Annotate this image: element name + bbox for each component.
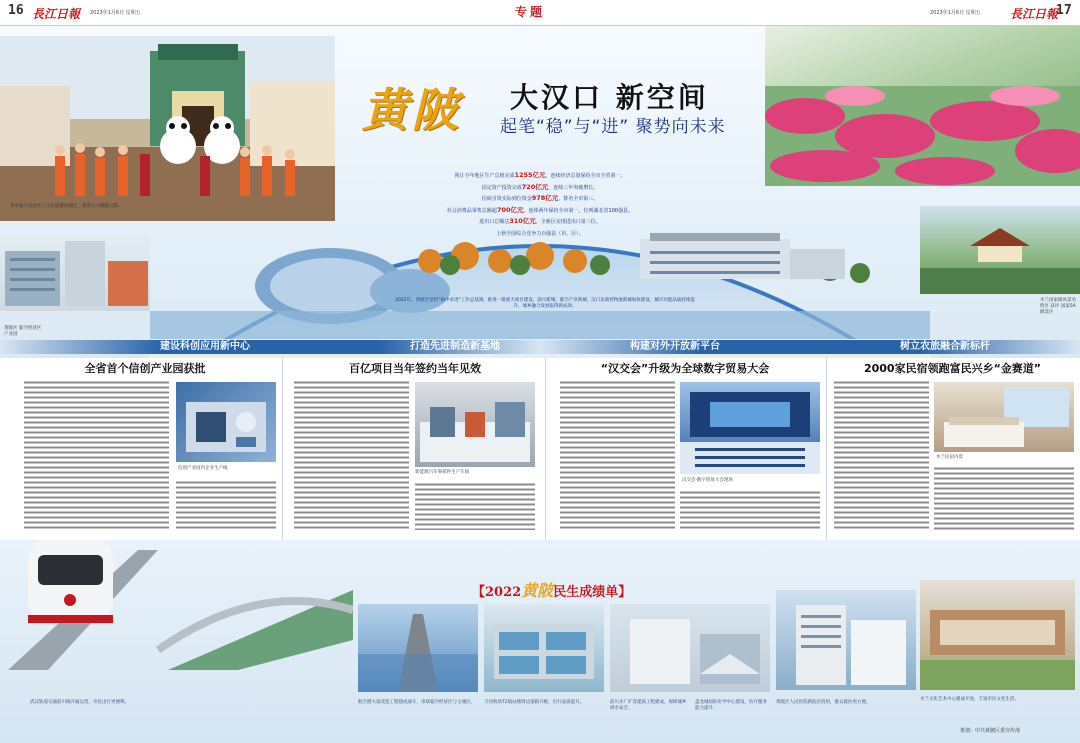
left-date: 2023年1月6日 星期五: [90, 10, 141, 16]
article-body-4b: [934, 466, 1074, 530]
bottom-caption-5: 盘龙城国际医学中心建设，医疗服务能力提升。: [695, 700, 767, 711]
medical-center-illustration: [776, 590, 916, 690]
sub-headline: 起笔“稳”与“进” 聚势向未来: [500, 117, 726, 137]
bottom-caption-2: 航空港大道改造工程建成通车，串联临空经济区与主城区。: [358, 700, 475, 705]
section-label-4: 树立农旅融合新标杆: [900, 341, 990, 352]
caption-lab: 信创产业园内企业生产线: [178, 466, 228, 471]
article-title-1: 全省首个信创产业园获批: [84, 362, 206, 375]
column-divider: [282, 358, 283, 540]
water-plant-photo: [484, 604, 604, 692]
stat-line: 预计全年地区生产总值完成1255亿元，连续经济总量保持全市全省第一。: [454, 171, 626, 179]
metro-photo: [8, 530, 353, 670]
hotel-illustration: [934, 382, 1074, 452]
caption-arch: 2022年，黄陂区坚持“稳中求进”工作总基调，推进一批重大项目建设，前川新城、临空产业新城、汉口北商贸物流新城加快建设，城市功能品质持续提升，城乡融合发展取得新成效。: [395, 298, 695, 309]
caption-mid-right: 木兰国家级风景名胜区 获评 国家5A级景区: [1040, 298, 1076, 315]
metro-illustration: [8, 530, 353, 670]
masthead: [0, 0, 1080, 26]
right-logo: 長江日報: [1010, 7, 1059, 21]
hotel-photo: [934, 382, 1074, 452]
article-body-4: [834, 380, 929, 530]
hospital-photo: [610, 604, 770, 692]
road-illustration: [358, 604, 478, 692]
water-plant-illustration: [484, 604, 604, 692]
medical-center-photo: [776, 590, 916, 690]
livelihood-banner: 【2022黄陂民生成绩单】: [472, 581, 632, 600]
article-body-3: [560, 380, 675, 530]
caption-expo: 汉交会·数字贸易大会现场: [682, 478, 733, 483]
stat-line: 固定资产投资完成720亿元，连续三年突破增长。: [481, 182, 599, 191]
expo-illustration: [680, 382, 820, 474]
stat-line: 招商引资实际到位资金978亿元，排名全市第三。: [481, 194, 599, 202]
main-headline: 大汉口 新空间: [510, 81, 709, 114]
culture-center-illustration: [920, 580, 1075, 690]
section-label-1: 建设科创应用新中心: [160, 341, 250, 352]
section-label-3: 构建对外开放新平台: [630, 341, 720, 352]
article-body-1b: [176, 480, 276, 530]
caption-top-left: 华中最大乐园木兰文化旅游度假区，游客与大熊猫合影。: [10, 204, 123, 209]
stat-line: 进出口总额达310亿元，全新区实现进出口第三位。: [479, 217, 601, 225]
bottom-caption-6: 黄陂区人民医院新院区投用，群众就医更方便。: [776, 700, 871, 705]
hospital-illustration: [610, 604, 770, 692]
article-body-2: [294, 380, 409, 530]
brand-title: 黄陂: [362, 83, 462, 137]
lab-illustration: [176, 382, 276, 462]
lab-photo: [176, 382, 276, 462]
article-body-2b: [415, 482, 535, 530]
article-body-1: [24, 380, 169, 530]
caption-plant: 新能源汽车零部件生产车间: [415, 470, 469, 475]
section-topic: 专题: [515, 5, 546, 19]
factory-photo: [415, 382, 535, 467]
credit-line: 策划：中共黄陂区委宣传部: [960, 728, 1021, 734]
bottom-caption-3: 天河机场T2航站楼周边道路升级，出行品质提升。: [484, 700, 585, 705]
stats-block: [405, 170, 675, 239]
bottom-caption-4: 前川水厂扩容提质工程建成，保障城乡供水安全。: [610, 700, 687, 711]
stat-line: 社会消费品零售总额超700亿元，连续两年保持全市第一，位列湖北省100强县。: [446, 205, 634, 214]
expo-photo: [680, 382, 820, 474]
article-title-4: 2000家民宿领跑富民兴乡“金赛道”: [863, 362, 1042, 375]
banner-brand: 黄陂: [521, 581, 554, 600]
article-title-2: 百亿项目当年签约当年见效: [349, 362, 481, 375]
article-title-3: “汉交会”升级为全球数字贸易大会: [600, 362, 770, 375]
column-divider: [826, 358, 827, 540]
road-photo: [358, 604, 478, 692]
bottom-caption-7: 木兰文化艺术中心建成开放，丰富市民文化生活。: [920, 697, 1019, 702]
right-date: 2023年1月6日 星期五: [930, 10, 981, 16]
section-label-2: 打造先进制造新基地: [410, 341, 500, 352]
hero-section: [0, 26, 1080, 358]
column-divider: [545, 358, 546, 540]
article-body-3b: [680, 490, 820, 530]
bottom-caption-1: 武汉轨道交通前川线开通运营，市民出行更便利。: [30, 700, 129, 705]
caption-hotel: 木兰民宿内景: [936, 455, 963, 460]
factory-illustration: [415, 382, 535, 467]
right-page-number: 17: [1056, 3, 1072, 18]
caption-mid-left: 黄陂区 临空经济区 产业园: [4, 326, 42, 337]
culture-center-photo: [920, 580, 1075, 690]
left-logo: 長江日報: [32, 7, 81, 21]
left-page-number: 16: [8, 3, 24, 18]
stat-line: 上榜全国综合竞争力百强县（市、区）。: [496, 230, 584, 237]
